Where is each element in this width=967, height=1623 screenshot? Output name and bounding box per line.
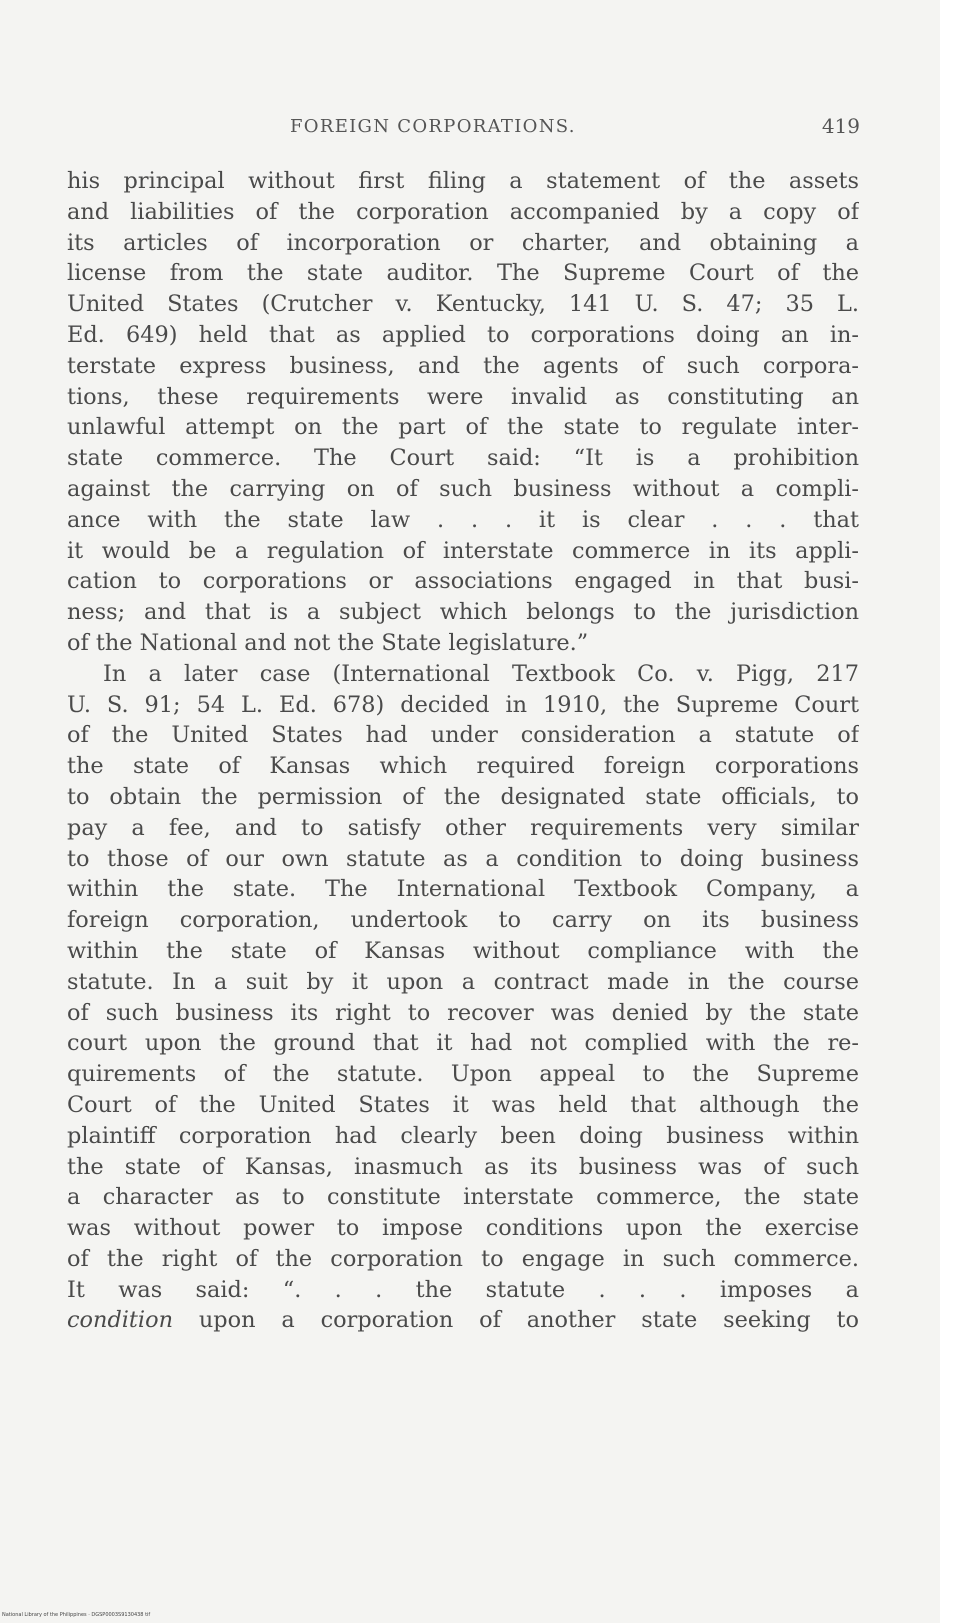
text-line: In a later case (International Textbook Co. v. Pigg, 217 (103, 660, 859, 687)
text-line: court upon the ground that it had not complied with the re- (67, 1030, 859, 1057)
text-line: cation to corporations or associations engaged in that busi- (67, 568, 859, 595)
text-line: pay a fee, and to satisfy other requirements very similar (67, 814, 859, 841)
text-line: a character as to constitute interstate commerce, the state (67, 1184, 859, 1211)
text-line-final (67, 1305, 859, 1336)
page-margin (940, 0, 967, 1623)
text-line: license from the state auditor. The Supreme Court of the (67, 260, 859, 287)
text-line: United States (Crutcher v. Kentucky, 141 U. S. 47; 35 L. (67, 291, 859, 318)
text-line: ance with the state law . . . it is clear . . . that (67, 506, 859, 533)
text-line: Ed. 649) held that as applied to corporations doing an in- (67, 321, 859, 348)
text-line: within the state. The International Textbook Company, a (67, 876, 859, 903)
text-line: of the United States had under consideration a statute of (67, 722, 859, 749)
text-line: within the state of Kansas without compliance with the (67, 937, 859, 964)
text-line: of such business its right to recover was denied by the state (67, 999, 859, 1026)
text-line: Court of the United States it was held that although the (67, 1091, 859, 1118)
text-line: its articles of incorporation or charter, and obtaining a (67, 229, 859, 256)
text-line: It was said: “. . . the statute . . . imposes a (67, 1276, 859, 1303)
text-line: statute. In a suit by it upon a contract made in the course (67, 968, 859, 995)
text-line: foreign corporation, undertook to carry on its business (67, 907, 859, 934)
text-line: against the carrying on of such business without a compli- (67, 475, 859, 502)
text-line: tions, these requirements were invalid as constituting an (67, 383, 859, 410)
text-line: it would be a regulation of interstate commerce in its appli- (67, 537, 859, 564)
italic-word: condition (67, 1307, 173, 1334)
text-line: state commerce. The Court said: “It is a prohibition (67, 445, 859, 472)
text-line: and liabilities of the corporation accompanied by a copy of (67, 198, 859, 225)
text-line: unlawful attempt on the part of the state to regulate inter- (67, 414, 859, 441)
text-line: U. S. 91; 54 L. Ed. 678) decided in 1910, the Supreme Court (67, 691, 859, 718)
page-header (60, 112, 860, 142)
running-head: FOREIGN CORPORATIONS. (290, 116, 576, 137)
page-number: 419 (821, 114, 860, 138)
text-line: of the National and not the State legislature.” (67, 629, 589, 656)
text-line: ness; and that is a subject which belongs to the jurisdiction (67, 599, 859, 626)
text-line: the state of Kansas which required foreign corporations (67, 753, 859, 780)
text-line: to obtain the permission of the designated state officials, to (67, 783, 859, 810)
scan-footer-note: National Library of the Philippines · DGSP0003S9130438 tif (2, 1612, 151, 1618)
body-text (67, 166, 859, 1336)
final-line-rest: upon a corporation of another state seeking to (173, 1307, 859, 1334)
text-line: to those of our own statute as a condition to doing business (67, 845, 859, 872)
text-line: plaintiff corporation had clearly been doing business within (67, 1122, 859, 1149)
text-line: was without power to impose conditions upon the exercise (67, 1215, 859, 1242)
text-line: terstate express business, and the agents of such corpora- (67, 352, 859, 379)
text-line: of the right of the corporation to engage in such commerce. (67, 1245, 859, 1272)
text-line: quirements of the statute. Upon appeal to the Supreme (67, 1061, 859, 1088)
text-line: the state of Kansas, inasmuch as its business was of such (67, 1153, 859, 1180)
text-line: his principal without first filing a statement of the assets (67, 168, 859, 194)
